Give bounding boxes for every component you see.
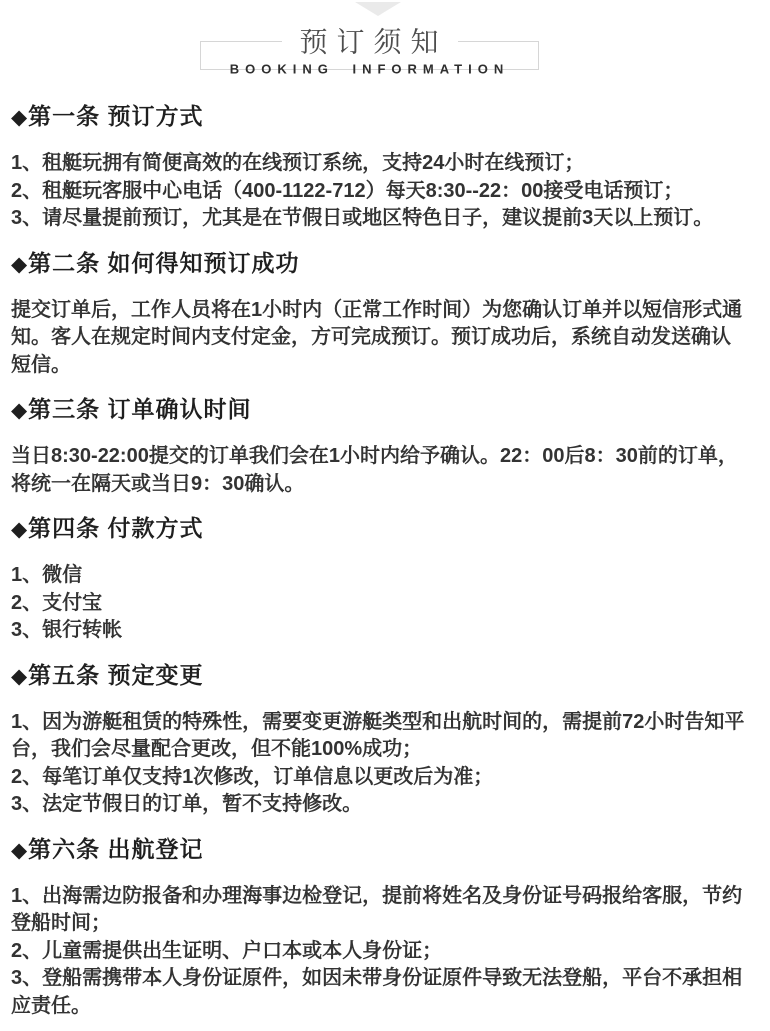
section-item: 1、租艇玩拥有简便高效的在线预订系统，支持24小时在线预订； — [11, 152, 585, 174]
section-item: 3、银行转帐 — [11, 619, 123, 641]
section-payment-methods — [11, 514, 746, 645]
page-content — [0, 102, 770, 1020]
section-heading-text: 第二条 如何得知预订成功 — [28, 249, 300, 276]
section-paragraph: 提交订单后，工作人员将在1小时内（正常工作时间）为您确认订单并以短信形式通知。客人在规定时间内支付定金，方可完成预订。预订成功后，系统自动发送确认短信。 — [11, 298, 743, 376]
section-heading-text: 第三条 订单确认时间 — [28, 396, 252, 422]
section-heading-text: 第四条 付款方式 — [28, 515, 204, 541]
page-subtitle: BOOKING INFORMATION — [229, 61, 510, 77]
page-title: 预订须知 — [281, 20, 457, 60]
section-heading — [11, 514, 746, 544]
section-item: 2、支付宝 — [11, 591, 103, 614]
section-item: 3、法定节假日的订单，暂不支持修改。 — [11, 793, 363, 815]
section-item: 1、因为游艇租赁的特殊性，需要变更游艇类型和出航时间的，需提前72小时告知平台，我们会尽量配合更改，但不能100%成功； — [11, 710, 745, 760]
section-item: 3、请尽量提前预订，尤其是在节假日或地区特色日子，建议提前3天以上预订。 — [11, 207, 714, 229]
diamond-icon: ◆ — [11, 252, 29, 276]
section-heading — [11, 249, 746, 279]
arrow-down-icon — [355, 2, 401, 16]
section-heading-text: 第一条 预订方式 — [28, 103, 204, 129]
section-order-confirm-time — [11, 395, 746, 498]
diamond-icon: ◆ — [11, 106, 29, 129]
section-paragraph: 当日8:30-22:00提交的订单我们会在1小时内给予确认。22：00后8：30前的订单，将统一在隔天或当日9：30确认。 — [11, 445, 738, 495]
section-booking-changes — [11, 661, 746, 819]
section-heading — [11, 835, 746, 865]
diamond-icon: ◆ — [11, 518, 29, 541]
section-item: 2、租艇玩客服中心电话（400-1122-712）每天8:30--22：00接受电话预订； — [11, 179, 684, 202]
section-heading-text: 第五条 预定变更 — [28, 661, 204, 688]
section-item: 2、每笔订单仅支持1次修改，订单信息以更改后为准； — [11, 765, 494, 788]
diamond-icon: ◆ — [11, 399, 29, 422]
section-heading-text: 第六条 出航登记 — [28, 835, 204, 862]
section-item: 1、微信 — [11, 564, 83, 586]
page-header — [0, 0, 770, 86]
section-item: 3、登船需携带本人身份证原件，如因未带身份证原件导致无法登船，平台不承担相应责任。 — [11, 967, 743, 1017]
section-item: 1、出海需边防报备和办理海事边检登记，提前将姓名及身份证号码报给客服，节约登船时间； — [11, 884, 743, 934]
diamond-icon: ◆ — [11, 664, 29, 688]
title-frame — [200, 26, 539, 77]
section-booking-method — [11, 102, 746, 233]
section-item: 2、儿童需提供出生证明、户口本或本人身份证； — [11, 939, 443, 962]
section-heading — [11, 661, 746, 691]
diamond-icon: ◆ — [11, 838, 29, 862]
section-heading — [11, 102, 746, 132]
section-booking-confirmation — [11, 249, 746, 380]
section-heading — [11, 395, 746, 425]
section-departure-registration — [11, 835, 746, 1021]
